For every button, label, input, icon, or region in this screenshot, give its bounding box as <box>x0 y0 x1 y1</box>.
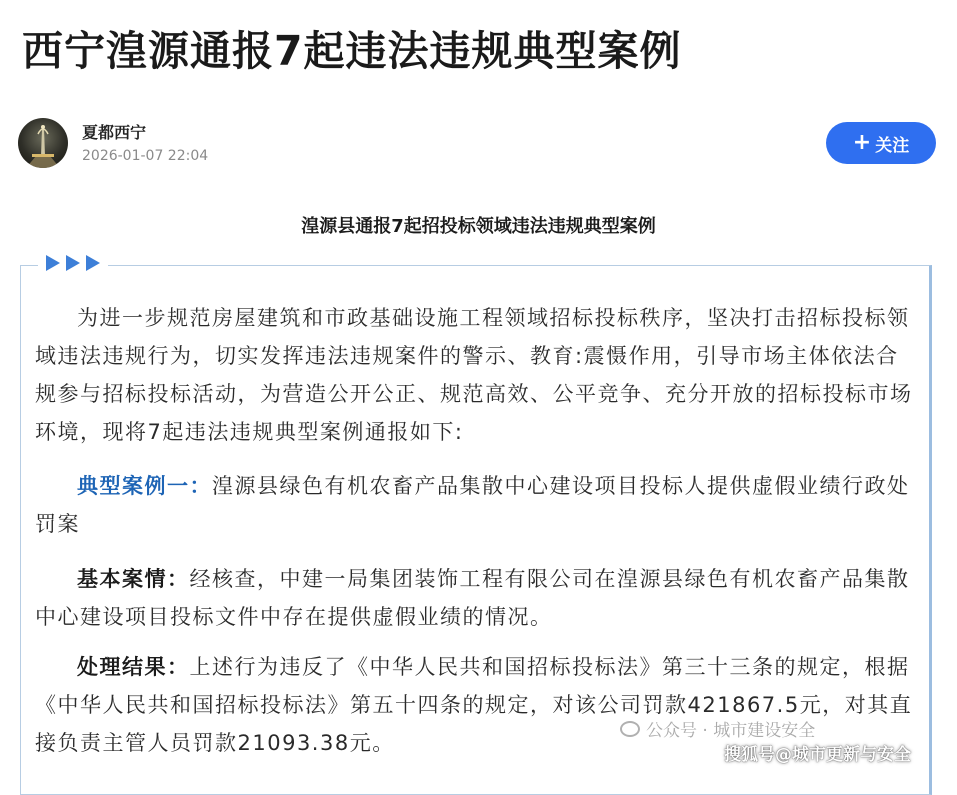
wechat-watermark-text: 公众号 · 城市建设安全 <box>646 721 816 741</box>
basic-facts-label: 基本案情： <box>77 567 190 591</box>
case1-label: 典型案例一： <box>77 474 212 498</box>
result-label: 处理结果： <box>77 655 190 679</box>
basic-facts-text: 经核查，中建一局集团装饰工程有限公司在湟源县绿色有机农畜产品集散中心建设项目投标文件中存在提供虚假业绩的情况。 <box>35 567 910 629</box>
plus-icon: + <box>852 130 872 155</box>
basic-facts-paragraph <box>35 560 915 636</box>
article-title: 西宁湟源通报7起违法违规典型案例 <box>22 27 682 75</box>
follow-label: 关注 <box>875 135 910 156</box>
wechat-icon <box>620 721 640 737</box>
publish-time: 2026-01-07 22:04 <box>82 148 209 164</box>
follow-button[interactable] <box>826 122 936 164</box>
author-name[interactable]: 夏都西宁 <box>82 123 147 142</box>
intro-paragraph: 为进一步规范房屋建筑和市政基础设施工程领域招标投标秩序，坚决打击招标投标领域违法违规行为，切实发挥违法违规案件的警示、教育:震慑作用，引导市场主体依法合规参与招标投标活动，为营造公开公正、规范高效、公平竞争、充分开放的招标投标市场环境，现将7起违法违规典型案例通报如下: <box>35 306 913 444</box>
arrow-right-icon <box>66 255 80 271</box>
case1-text: 湟源县绿色有机农畜产品集散中心建设项目投标人提供虚假业绩行政处罚案 <box>35 474 910 536</box>
result-text: 上述行为违反了《中华人民共和国招标投标法》第三十三条的规定，根据《中华人民共和国招标投标法》第五十四条的规定，对该公司罚款421867.5元，对其直接负责主管人员罚款21093.38元。 <box>35 655 913 755</box>
author-avatar[interactable] <box>18 118 68 168</box>
tower-photo-icon <box>18 118 68 168</box>
triple-arrow-icon <box>38 255 108 271</box>
arrow-right-icon <box>86 255 100 271</box>
sohu-watermark: 搜狐号@城市更新与安全 <box>724 745 911 765</box>
case1-paragraph <box>35 467 915 543</box>
arrow-right-icon <box>46 255 60 271</box>
wechat-watermark <box>620 716 815 741</box>
article-subtitle: 湟源县通报7起招投标领域违法违规典型案例 <box>301 216 656 237</box>
